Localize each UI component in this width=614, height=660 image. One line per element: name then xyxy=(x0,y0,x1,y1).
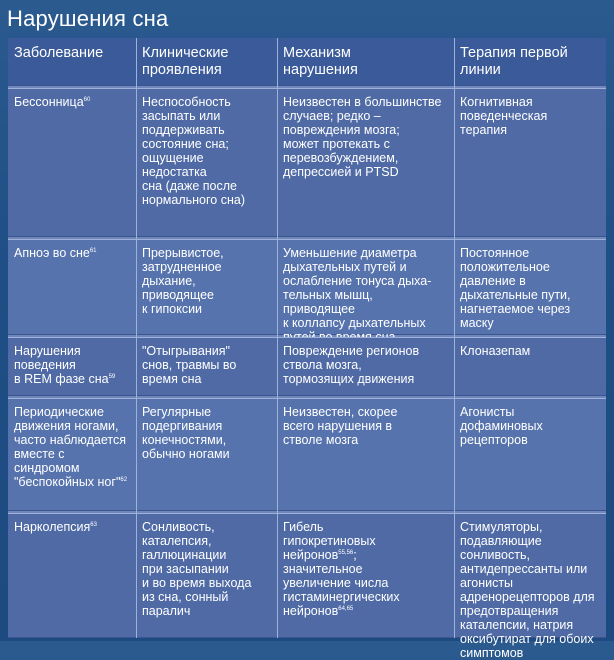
header-clinical: Клинические проявления xyxy=(142,45,229,78)
cell-clinical: Прерывистое, затрудненное дыхание, приводящее к гипоксии xyxy=(142,246,224,316)
table-row xyxy=(8,513,606,660)
disease-name: Бессонница xyxy=(14,95,84,109)
disease-name: Периодические движения ногами, часто наблюдается вместе с синдромом "беспокойных ног" xyxy=(14,405,126,489)
cell-disease xyxy=(8,240,136,334)
column-divider xyxy=(277,38,278,638)
cell-disease xyxy=(8,514,136,637)
cell-disease xyxy=(8,338,136,395)
column-divider xyxy=(454,38,455,638)
header-mechanism: Механизм нарушения xyxy=(283,45,358,78)
cell-mechanism: Уменьшение диаметра дыхательных путей и ослабление тонуса дыха- тельных мышц, приводящее к коллапсу дыхательных xyxy=(283,246,432,330)
cell-clinical: Сонливость, каталепсия, галлюцинации при засыпании и во время выхода из сна, сонный паралич xyxy=(142,520,252,618)
cell-mechanism xyxy=(277,514,454,637)
cell-therapy: Клоназепам xyxy=(460,344,531,358)
reference: 62 xyxy=(120,476,128,483)
header-therapy: Терапия первой линии xyxy=(460,45,568,78)
reference: 60 xyxy=(83,96,91,103)
mechanism-part-a: Гибель гипокретиновых нейронов xyxy=(283,520,376,562)
table-row xyxy=(8,88,606,237)
cell-mechanism: Неизвестен в большинстве случаев; редко – повреждения мозга; может протекать с перевозбуждением, депрессией и PTSD xyxy=(283,95,442,179)
disease-name: Апноэ во сне xyxy=(14,246,90,260)
disease-name: Нарколепсия xyxy=(14,520,91,534)
reference: 64,65 xyxy=(338,605,354,612)
reference: 61 xyxy=(89,247,97,254)
mechanism-part-b: ; значительное увеличение числа гистаминергических нейронов xyxy=(283,548,400,618)
cell-disease xyxy=(8,399,136,510)
cell-clinical: "Отыгрывания" снов, травмы во время сна xyxy=(142,344,237,386)
cell-mechanism: Повреждение регионов ствола мозга, тормозящих движения xyxy=(283,344,420,386)
table-row xyxy=(8,239,606,335)
sleep-disorders-table xyxy=(8,38,606,660)
cell-clinical: Неспособность засыпать или поддерживать состояние сна; ощущение недостатка сна (даже после нормального сна) xyxy=(142,95,245,207)
reference: 55,56 xyxy=(338,549,354,556)
cell-clinical: Регулярные подергивания конечностями, обычно ногами xyxy=(142,405,230,461)
cell-disease xyxy=(8,89,136,236)
reference: 63 xyxy=(90,521,97,528)
table-header-row xyxy=(8,38,606,86)
cell-therapy: Когнитивная поведенческая терапия xyxy=(460,95,548,137)
header-disease: Заболевание xyxy=(14,45,104,61)
cell-therapy: Стимуляторы, подавляющие сонливость, антидепрессанты или агонисты адренорецепторов для предотвращения каталепсии, натрия оксибутират для обоих симптомов xyxy=(460,520,595,660)
column-divider xyxy=(136,38,137,638)
reference: 59 xyxy=(108,373,116,380)
table-row xyxy=(8,398,606,511)
cell-therapy: Постоянное положительное давление в дыхательные пути, нагнетаемое через маску xyxy=(460,246,571,330)
table-row xyxy=(8,337,606,396)
cell-therapy: Агонисты дофаминовых рецепторов xyxy=(460,405,543,447)
cell-mechanism: Неизвестен, скорее всего нарушения в стволе мозга xyxy=(283,405,398,447)
page-title: Нарушения сна xyxy=(7,6,169,31)
disease-name: Нарушения поведения в REM фазе сна xyxy=(14,344,109,386)
